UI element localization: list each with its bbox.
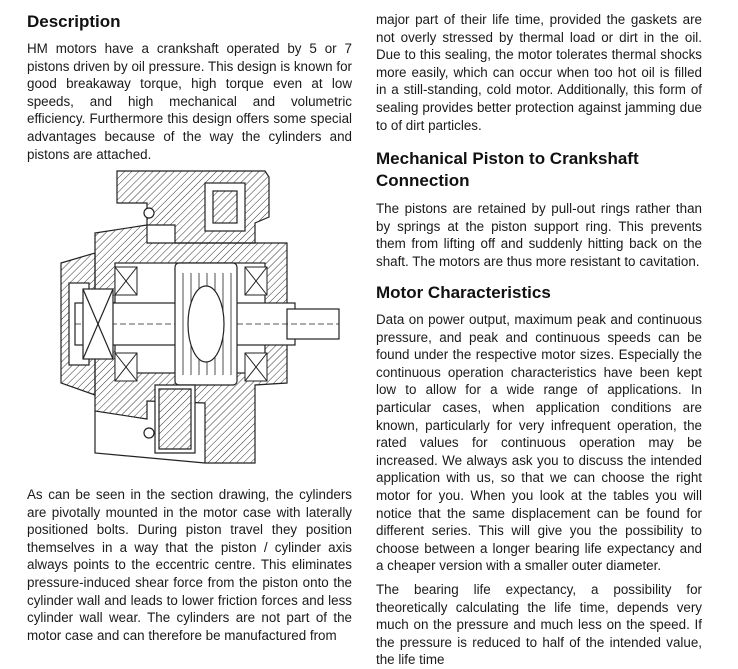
continuation-paragraph: major part of their life time, provided the gaskets are not overly stressed by thermal load or dirt in the oil. Due to this sealing, the motor tolerates thermal shocks more easily, which can occur when too hot oil is filled in a still-standing, cold motor. Additionally, this form of sealing provides better protection against jamming due to of dirt particles. (376, 12, 702, 133)
motor-characteristics-heading: Motor Characteristics (376, 283, 551, 302)
mechanical-connection-paragraph: The pistons are retained by pull-out rings rather than by springs at the piston support ring. This prevents them from lifting off and suddenly hitting back on the shaft. The motors are thus more resistant to cavitation. (376, 201, 702, 269)
motor-characteristics-paragraph-2: The bearing life expectancy, a possibility for theoretically calculating the life time, depends very much on the pressure and much less on the speed. If the pressure is reduced to half of the intended value, the life time (376, 582, 702, 668)
mechanical-connection-heading: Mechanical Piston to Crankshaft Connection (376, 149, 639, 190)
description-paragraph-1: HM motors have a crankshaft operated by 5 or 7 pistons driven by oil pressure. This design is known for good breakaway torque, high torque even at low speeds, and high mechanical and volumetric efficiency. Furthermore this design offers some special advantages because of the way the cylinders and pistons are attached. (27, 41, 352, 162)
motor-characteristics-paragraph-1: Data on power output, maximum peak and continuous pressure, and peak and continuous speeds can be found under the respective motor sizes. Especially the continuous operation characteristics have been kept low to allow for a wide range of applications. In particular cases, when application conditions are known, particularly for very infrequent operation, the rated values for continuous operation may be increased. We always ask you to discuss the intended application with us, so that we can choose the right motor for you. When you look at the tables you will notice that the same displacement can be found for different series. This will give you the possibility to choose between a longer bearing life expectancy and a cheaper version with a smaller outer diameter. (376, 312, 702, 574)
description-paragraph-2: As can be seen in the section drawing, the cylinders are pivotally mounted in the motor case with laterally positioned bolts. During piston travel they position themselves in a way that the piston / cylinder axis always points to the eccentric centre. This eliminates pressure-induced shear force from the piston onto the cylinder wall and leads to lower friction forces and less cylinder wall wear. The cylinders are not part of the motor case and can therefore be manufactured from (27, 487, 352, 643)
description-heading: Description (27, 12, 121, 31)
motor-section-drawing (55, 163, 345, 481)
